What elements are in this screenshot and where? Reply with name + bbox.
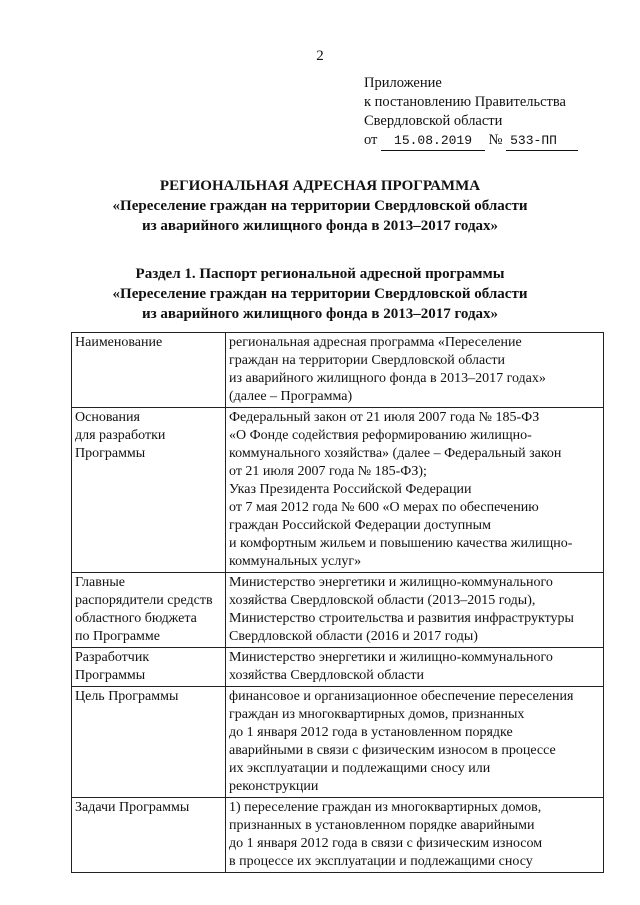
- row-value-line: (далее – Программа): [229, 389, 353, 404]
- row-value-line: и комфортным жильем и повышению качества жилищно-: [229, 536, 573, 551]
- row-label-line: Программы: [75, 446, 146, 461]
- row-value-cell: [226, 408, 604, 573]
- row-label-line: Цель Программы: [75, 689, 179, 704]
- approval-number: 533-ПП: [506, 131, 578, 151]
- row-value-line: коммунальных услуг»: [229, 554, 362, 569]
- row-value-line: граждан из многоквартирных домов, признанных: [229, 707, 525, 722]
- row-label-line: Разработчик: [75, 650, 150, 665]
- approval-stamp: [364, 74, 604, 151]
- row-value-line: в процессе их эксплуатации и подлежащими сносу: [229, 854, 533, 869]
- section-heading: [0, 264, 640, 324]
- row-value-line: 1) переселение граждан из многоквартирных домов,: [229, 800, 542, 815]
- row-value-line: «О Фонде содействия реформированию жилищно-: [229, 428, 532, 443]
- row-value-cell: [226, 648, 604, 687]
- row-value-line: Федеральный закон от 21 июля 2007 года № 185-ФЗ: [229, 410, 540, 425]
- row-value-line: финансовое и организационное обеспечение переселения: [229, 689, 574, 704]
- row-value-line: их эксплуатации и подлежащими сносу или: [229, 761, 491, 776]
- row-value-line: граждан Российской Федерации доступным: [229, 518, 491, 533]
- row-label-cell: [72, 687, 226, 798]
- row-label-cell: [72, 648, 226, 687]
- approval-from-label: от: [364, 132, 378, 148]
- approval-date-line: [364, 131, 604, 151]
- row-label-cell: [72, 333, 226, 408]
- row-label-cell: [72, 798, 226, 873]
- row-label-line: областного бюджета: [75, 611, 197, 626]
- table-row: [72, 573, 604, 648]
- row-value-line: Министерство энергетики и жилищно-коммунального: [229, 650, 553, 665]
- section-line-3: из аварийного жилищного фонда в 2013–2017 годах»: [141, 306, 499, 322]
- row-value-line: до 1 января 2012 года в установленном порядке: [229, 725, 513, 740]
- table-row: [72, 648, 604, 687]
- row-label-line: Главные: [75, 575, 125, 590]
- row-label-cell: [72, 573, 226, 648]
- row-label-line: Программы: [75, 668, 146, 683]
- row-value-line: аварийными в связи с физическим износом в процессе: [229, 743, 556, 758]
- row-value-line: реконструкции: [229, 779, 319, 794]
- table-row: [72, 687, 604, 798]
- row-value-cell: [226, 798, 604, 873]
- approval-number-label: №: [488, 132, 503, 148]
- row-value-line: Указ Президента Российской Федерации: [229, 482, 472, 497]
- row-value-line: Свердловской области (2016 и 2017 годы): [229, 629, 478, 644]
- row-value-cell: [226, 687, 604, 798]
- approval-line-3: Свердловской области: [364, 113, 503, 129]
- row-value-line: Министерство энергетики и жилищно-коммунального: [229, 575, 553, 590]
- row-value-line: хозяйства Свердловской области (2013–2015 годы),: [229, 593, 536, 608]
- table-row: [72, 333, 604, 408]
- row-value-line: до 1 января 2012 года в связи с физическим износом: [229, 836, 543, 851]
- row-label-line: Наименование: [75, 335, 163, 350]
- page-number: 2: [316, 48, 324, 64]
- section-line-1: Раздел 1. Паспорт региональной адресной программы: [135, 266, 505, 282]
- section-line-2: «Переселение граждан на территории Свердловской области: [112, 286, 528, 302]
- row-value-line: региональная адресная программа «Переселение: [229, 335, 522, 350]
- row-value-line: Министерство строительства и развития инфраструктуры: [229, 611, 574, 626]
- row-value-line: от 21 июля 2007 года № 185-ФЗ);: [229, 464, 427, 479]
- row-label-line: Задачи Программы: [75, 800, 190, 815]
- row-value-line: граждан на территории Свердловской области: [229, 353, 506, 368]
- passport-table-body: [72, 333, 604, 873]
- table-row: [72, 408, 604, 573]
- row-label-cell: [72, 408, 226, 573]
- approval-date: 15.08.2019: [381, 131, 485, 151]
- approval-line-1: Приложение: [364, 75, 442, 91]
- row-label-line: Основания: [75, 410, 140, 425]
- passport-table: [71, 332, 604, 873]
- title-line-1: РЕГИОНАЛЬНАЯ АДРЕСНАЯ ПРОГРАММА: [159, 178, 481, 194]
- row-value-line: от 7 мая 2012 года № 600 «О мерах по обеспечению: [229, 500, 539, 515]
- row-value-line: хозяйства Свердловской области: [229, 668, 425, 683]
- row-label-line: по Программе: [75, 629, 160, 644]
- row-value-line: коммунального хозяйства» (далее – Федеральный закон: [229, 446, 562, 461]
- title-line-2: «Переселение граждан на территории Свердловской области: [112, 198, 528, 214]
- document-title: [0, 176, 640, 236]
- table-row: [72, 798, 604, 873]
- approval-line-2: к постановлению Правительства: [364, 94, 566, 110]
- row-value-line: из аварийного жилищного фонда в 2013–2017 годах»: [229, 371, 546, 386]
- row-label-line: распорядители средств: [75, 593, 213, 608]
- row-value-line: признанных в установленном порядке аварийными: [229, 818, 535, 833]
- row-label-line: для разработки: [75, 428, 166, 443]
- row-value-cell: [226, 573, 604, 648]
- title-line-3: из аварийного жилищного фонда в 2013–2017 годах»: [141, 218, 499, 234]
- row-value-cell: [226, 333, 604, 408]
